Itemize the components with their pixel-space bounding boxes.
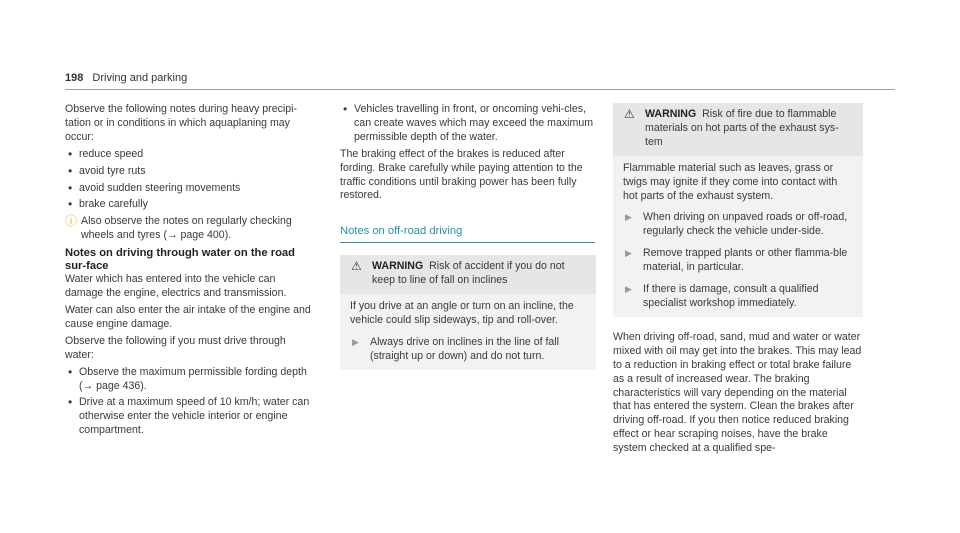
list-item: • Observe the maximum permissible fording depth (→ page 436). [65, 366, 315, 394]
step-text: Remove trapped plants or other flamma-ble material, in particular. [643, 247, 848, 274]
step-text: Always drive on inclines in the line of fall (straight up or down) and do not turn. [370, 335, 560, 362]
instruction-step [623, 283, 853, 311]
step-text: When driving on unpaved roads or off-road, regularly check the vehicle under-side. [643, 211, 848, 238]
warning-box [613, 103, 863, 317]
step-text: If there is damage, consult a qualified specialist workshop immediately. [643, 283, 819, 309]
paragraph: Water which has entered into the vehicle can damage the engine, electrics and transmission. [65, 273, 287, 300]
paragraph: The braking effect of the brakes is reduced after fording. Brake carefully while paying attention to the traffic conditions until braking power has been fully restored. [340, 147, 583, 202]
instruction-step [623, 247, 853, 275]
info-icon: ⓘ [65, 214, 78, 229]
warning-text: If you drive at an angle or turn on an incline, the vehicle could slip sideways, tip and roll-over. [350, 300, 574, 326]
list-item: • avoid sudden steering movements [65, 182, 315, 196]
column-right [613, 103, 863, 459]
page-number: 198 [65, 72, 84, 84]
paragraph: When driving off-road, sand, mud and water or water mixed with oil may get into the brakes. This may lead to a reduction in braking effect or total brake failure as a result of increased wear. The braking characteristics will vary depending on the material that has entered the system. Clean the brakes after driving off-road. If you then notice reduced braking effect or hear scraping noises, have the brake system checked at a qualified spe- [613, 330, 862, 455]
header-divider [65, 89, 895, 90]
instruction-step [350, 336, 586, 364]
warning-text: Flammable material such as leaves, grass or twigs may ignite if they come into contact with hot parts of the exhaust system. [623, 161, 838, 202]
warning-box [340, 255, 596, 369]
list-item: • reduce speed [65, 148, 315, 162]
list-item: • Drive at a maximum speed of 10 km/h; water can otherwise enter the vehicle interior or engine compartment. [65, 396, 315, 438]
water-list [65, 366, 315, 439]
warning-label: WARNING [645, 108, 697, 120]
intro-paragraph: Observe the following notes during heavy precipi-tation or in conditions in which aquaplaning may occur: [65, 103, 298, 143]
chapter-title: Driving and parking [92, 72, 188, 84]
warning-title: Risk of accident if you do not keep to line of fall on inclines [372, 260, 565, 287]
warning-triangle-icon: ⚠ [624, 107, 635, 121]
arrow-icon: ▶ [625, 284, 632, 295]
list-item: • brake carefully [65, 198, 315, 212]
instruction-step [623, 211, 853, 239]
warning-header [340, 255, 596, 294]
list-item: • avoid tyre ruts [65, 165, 315, 179]
section-heading: Notes on driving through water on the road sur-face [65, 247, 295, 272]
arrow-icon: ▶ [352, 336, 359, 347]
warning-title: Risk of fire due to flammable materials on hot parts of the exhaust sys-tem [645, 108, 839, 148]
arrow-icon: ▶ [625, 212, 632, 223]
warning-triangle-icon: ⚠ [351, 259, 362, 274]
info-note-text: Also observe the notes on regularly checking wheels and tyres (→ page 400). [81, 215, 292, 242]
column-middle [340, 103, 596, 370]
arrow-icon: ▶ [625, 248, 632, 259]
list-item: • Vehicles travelling in front, or oncoming vehi-cles, can create waves which may exceed the maximum permissible depth of the water. [340, 103, 596, 145]
precaution-list [65, 148, 315, 213]
warning-body [340, 294, 596, 370]
warning-label: WARNING [372, 260, 424, 273]
warning-header [613, 103, 863, 156]
warning-body [613, 156, 863, 317]
paragraph: Observe the following if you must drive through water: [65, 334, 286, 361]
paragraph: Water can also enter the air intake of the engine and cause engine damage. [65, 303, 311, 330]
info-note [65, 215, 315, 243]
section-title: Notes on off-road driving [340, 225, 595, 243]
waves-list [340, 103, 596, 145]
page-header [65, 72, 187, 86]
column-left [65, 103, 315, 441]
